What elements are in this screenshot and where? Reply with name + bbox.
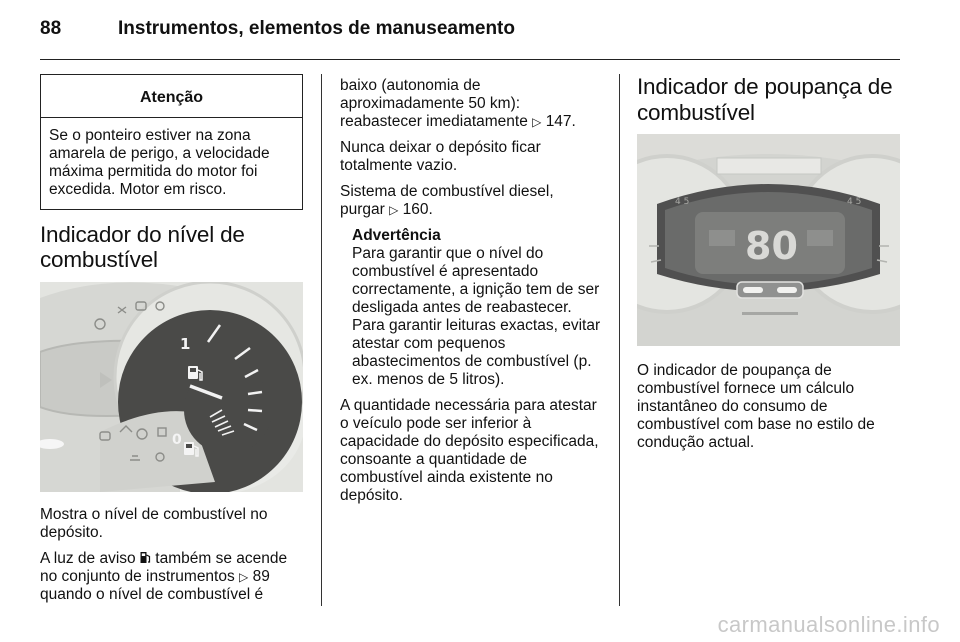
paragraph (340, 77, 602, 131)
fuel-pump-icon (140, 550, 151, 567)
header-rule (40, 59, 900, 60)
left-dial-scale: 4 5 (675, 197, 690, 207)
paragraph: A quantidade necessária para atestar o veículo pode ser inferior à capacidade do depósito especificada, consoante a quantidade de combustível ainda existente no depósito. (340, 397, 599, 504)
section-title-line: Indicador de poupança de (637, 74, 893, 99)
gauge-mark-full: 1 (180, 335, 191, 353)
section-title-line: Indicador do nível de (40, 222, 245, 247)
page-reference-link[interactable]: 147. (545, 113, 576, 130)
paragraph (340, 183, 602, 219)
section-title-line: combustível (637, 100, 755, 125)
note-block (340, 227, 602, 389)
text-run: quando o nível de combustível é (40, 586, 264, 603)
warning-title: Atenção (41, 75, 302, 118)
section-title-fuel-economy (637, 74, 900, 126)
text-run: também se acende no conjunto de instrumentos (40, 550, 288, 585)
section-title-line: combustível (40, 247, 158, 272)
paragraph: Nunca deixar o depósito ficar totalmente vazio. (340, 139, 541, 174)
page-header (40, 18, 920, 50)
section-title-fuel-level (40, 222, 303, 272)
column-left (40, 74, 303, 604)
eco-indicator-right-icon (777, 287, 797, 293)
note-text: Para garantir que o nível do combustível é apresentado correctamente, a ignição tem de ser desligada antes de reabastecer. Para garantir leituras exactas, evitar atestar com pequenos abastecimentos de combustível (p. ex. menos de 5 litros). (352, 245, 601, 388)
warning-box (40, 74, 303, 210)
fuel-gauge-illustration (40, 282, 303, 492)
paragraph: Mostra o nível de combustível no depósito. (40, 506, 268, 541)
reference-arrow-icon: ▷ (239, 570, 249, 584)
column-divider (321, 74, 322, 606)
page-number: 88 (40, 18, 62, 39)
paragraph-warning-light (40, 550, 303, 604)
speed-readout: 80 (745, 224, 798, 268)
instrument-cluster-illustration (637, 134, 900, 346)
gauge-mark-empty: 0 (172, 432, 182, 448)
page-reference-link[interactable]: 160. (402, 201, 433, 218)
fuel-gauge-figure (40, 282, 303, 492)
page-title: Instrumentos, elementos de manuseamento (118, 18, 515, 39)
watermark: carmanualsonline.info (717, 612, 940, 637)
right-dial-scale: 4 5 (847, 197, 862, 207)
warning-text: Se o ponteiro estiver na zona amarela de perigo, a velocidade máxima permitida do motor foi excedida. Motor em risco. (49, 127, 270, 198)
reference-arrow-icon: ▷ (389, 203, 399, 217)
text-run: Sistema de combustível diesel, purgar (340, 183, 554, 218)
paragraph: O indicador de poupança de combustível fornece um cálculo instantâneo do consumo de combustível com base no estilo de condução actual. (637, 362, 875, 451)
column-middle (340, 77, 602, 505)
text-run: baixo (autonomia de aproximadamente 50 km): reabastecer imediatamente (340, 77, 528, 130)
page-reference-link[interactable]: 89 (252, 568, 270, 585)
eco-indicator-left-icon (743, 287, 763, 293)
reference-arrow-icon: ▷ (532, 115, 542, 129)
text-run: A luz de aviso (40, 550, 136, 567)
column-right (637, 74, 900, 452)
column-divider (619, 74, 620, 606)
note-title: Advertência (352, 227, 441, 244)
fuel-economy-figure (637, 134, 900, 346)
